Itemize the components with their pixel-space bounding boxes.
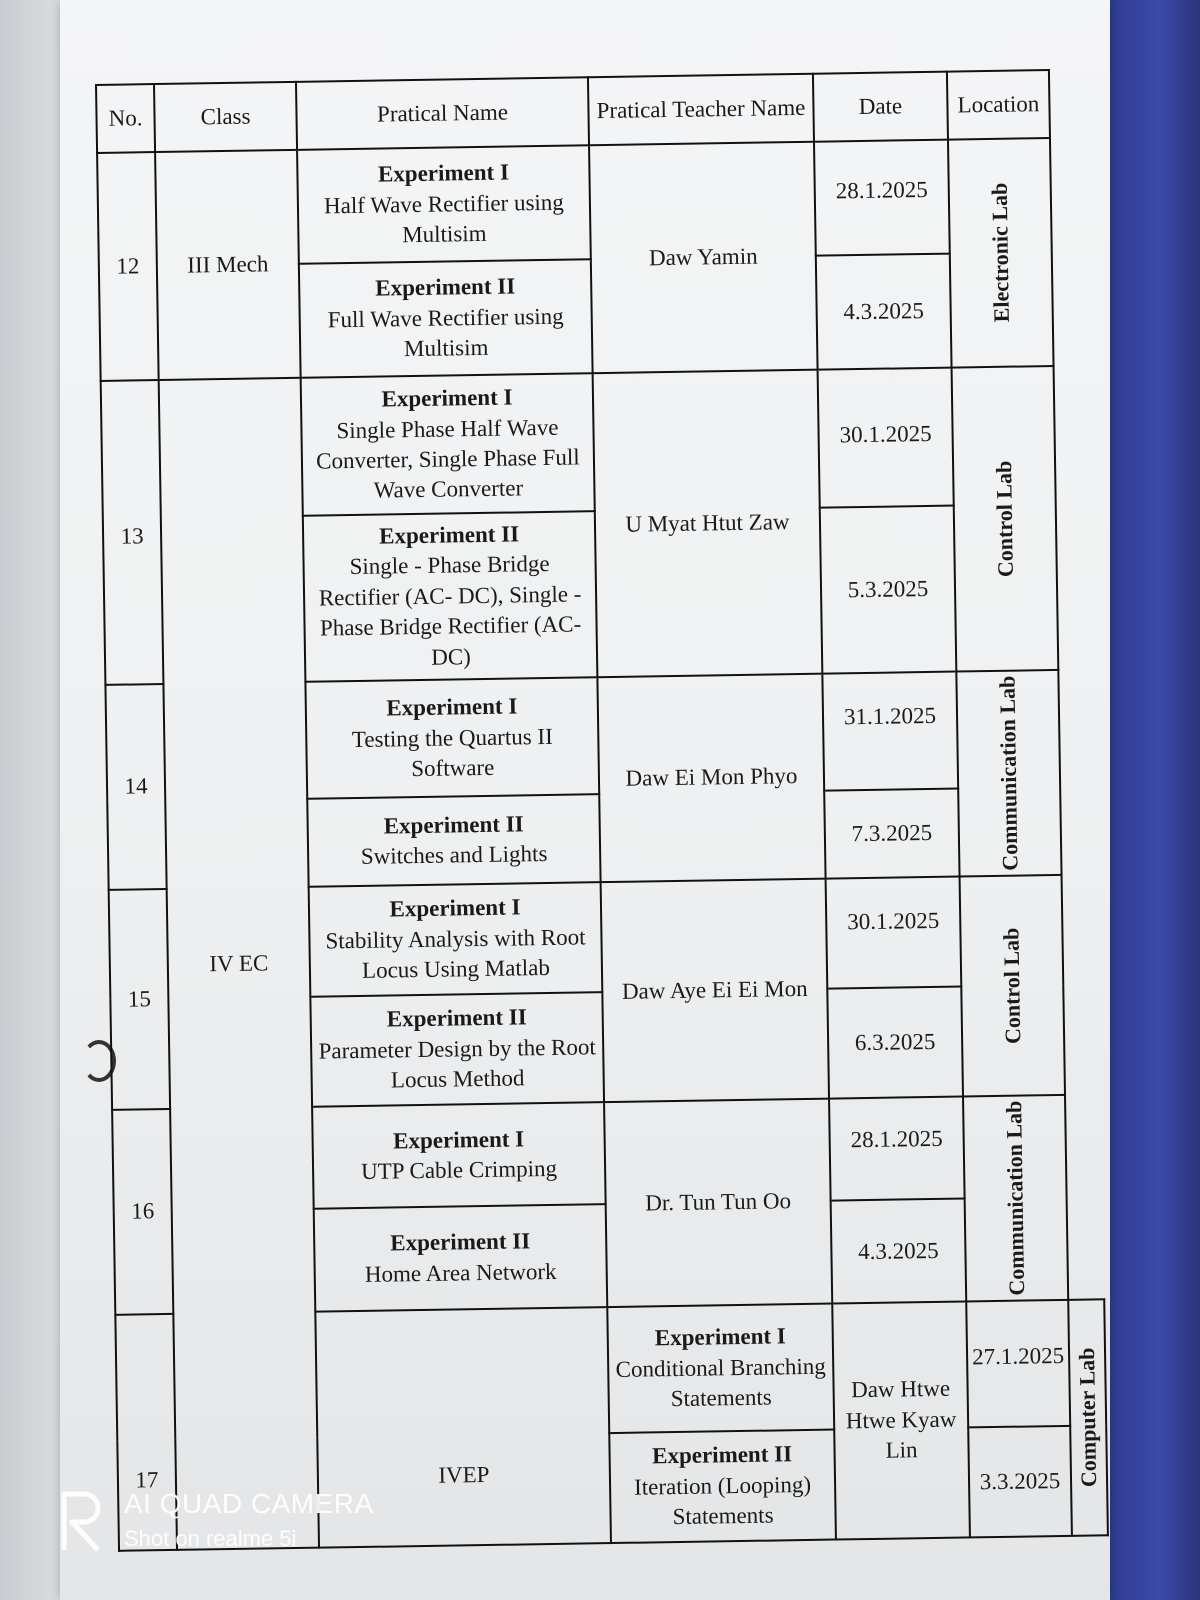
experiment-title: Experiment I — [381, 384, 513, 412]
date-cell: 28.1.2025 — [814, 140, 950, 256]
location-cell — [960, 875, 1065, 1097]
row-teacher: Dr. Tun Tun Oo — [604, 1099, 832, 1307]
schedule-table-wrap — [95, 68, 1109, 1551]
row-teacher: Daw Ei Mon Phyo — [597, 674, 825, 882]
experiment-title: Experiment I — [654, 1323, 786, 1351]
experiment-name: Full Wave Rectifier using Multisim — [327, 303, 564, 362]
header-date: Date — [813, 72, 948, 142]
experiment-title: Experiment I — [389, 894, 521, 922]
experiment-name: Iteration (Looping) Statements — [633, 1471, 812, 1530]
row-no: 14 — [105, 684, 166, 890]
location-label: Electronic Lab — [986, 182, 1014, 323]
location-cell — [963, 1095, 1068, 1302]
experiment-name: Switches and Lights — [360, 841, 548, 870]
experiment-name: UTP Cable Crimping — [360, 1156, 558, 1185]
experiment-cell — [305, 677, 599, 799]
date-cell: 28.1.2025 — [829, 1096, 965, 1201]
experiment-title: Experiment II — [390, 1228, 531, 1256]
date-cell: 27.1.2025 — [966, 1300, 1070, 1428]
location-label: Control Lab — [990, 460, 1018, 578]
header-practical-name: Pratical Name — [296, 77, 589, 150]
row-no: 17 — [115, 1314, 177, 1551]
experiment-cell — [312, 1102, 606, 1209]
date-cell: 3.3.2025 — [968, 1426, 1072, 1538]
location-cell — [1068, 1299, 1108, 1536]
date-cell: 4.3.2025 — [816, 254, 952, 370]
camera-watermark — [58, 1488, 374, 1552]
experiment-name: Single - Phase Bridge Rectifier (AC- DC), Single - Phase Bridge Rectifier (AC- DC) — [318, 551, 582, 670]
watermark-text — [124, 1488, 374, 1552]
table-row — [97, 137, 1088, 267]
row-no: 12 — [97, 152, 159, 381]
experiment-name: Stability Analysis with Root Locus Using Matlab — [325, 924, 586, 984]
experiment-cell — [310, 992, 604, 1107]
row-no: 15 — [109, 889, 170, 1110]
row-no: 13 — [101, 380, 164, 685]
watermark-line-2: Shot on realme 5i — [124, 1526, 297, 1551]
date-cell: 31.1.2025 — [822, 672, 958, 792]
header-location: Location — [947, 70, 1050, 140]
location-label: Control Lab — [998, 927, 1025, 1045]
experiment-cell — [301, 373, 595, 516]
watermark-line-1: AI QUAD CAMERA — [124, 1488, 374, 1519]
location-label: Communication Lab — [994, 675, 1023, 871]
location-label: Communication Lab — [1000, 1100, 1029, 1296]
experiment-name: Testing the Quartus II Software — [351, 723, 553, 782]
experiment-name: Single Phase Half Wave Converter, Single Phase Full Wave Converter — [315, 414, 580, 504]
experiment-name: Home Area Network — [364, 1258, 557, 1287]
experiment-cell — [309, 882, 603, 997]
experiment-title: Experiment I — [386, 693, 518, 721]
row-teacher: Daw Aye Ei Ei Mon — [601, 879, 829, 1103]
header-no: No. — [96, 84, 155, 153]
row-no: 16 — [112, 1109, 173, 1315]
experiment-title: Experiment II — [378, 521, 520, 549]
experiment-title: Experiment II — [386, 1004, 527, 1032]
experiment-cell — [297, 145, 591, 264]
location-cell — [948, 138, 1054, 368]
date-cell: 30.1.2025 — [818, 368, 954, 508]
date-cell: 5.3.2025 — [820, 506, 957, 674]
practical-schedule-table — [95, 68, 1109, 1551]
date-cell: 4.3.2025 — [831, 1199, 967, 1304]
experiment-cell — [314, 1205, 608, 1312]
date-cell: 6.3.2025 — [827, 986, 963, 1098]
experiment-title: Experiment II — [375, 273, 516, 302]
experiment-cell — [607, 1304, 834, 1434]
experiment-cell — [303, 511, 598, 682]
experiment-title: Experiment I — [392, 1126, 525, 1154]
header-class: Class — [154, 82, 297, 152]
header-teacher-name: Pratical Teacher Name — [588, 74, 814, 146]
experiment-cell — [299, 259, 593, 378]
binder-blue-cover — [1100, 0, 1200, 1600]
row-class: IVEP — [315, 1307, 611, 1548]
row-teacher: Daw Htwe Htwe Kyaw Lin — [832, 1301, 970, 1539]
experiment-name: Half Wave Rectifier using Multisim — [323, 189, 564, 248]
table-row — [101, 365, 1092, 519]
row-class: III Mech — [155, 150, 301, 380]
experiment-name: Parameter Design by the Root Locus Method — [318, 1034, 596, 1093]
location-cell — [952, 366, 1059, 672]
date-cell: 30.1.2025 — [826, 877, 962, 989]
row-class: IV EC — [159, 378, 319, 1550]
location-label: Computer Lab — [1073, 1347, 1102, 1488]
experiment-name: Conditional Branching Statements — [615, 1353, 827, 1412]
row-teacher: U Myat Htut Zaw — [593, 370, 823, 677]
location-cell — [956, 670, 1061, 877]
experiment-title: Experiment II — [651, 1441, 793, 1469]
experiment-cell — [307, 795, 600, 887]
date-cell: 7.3.2025 — [824, 789, 959, 879]
realme-logo-icon — [58, 1488, 104, 1552]
row-teacher: Daw Yamin — [589, 142, 818, 374]
experiment-cell — [609, 1430, 836, 1544]
experiment-title: Experiment II — [383, 811, 524, 839]
experiment-title: Experiment I — [377, 159, 510, 188]
